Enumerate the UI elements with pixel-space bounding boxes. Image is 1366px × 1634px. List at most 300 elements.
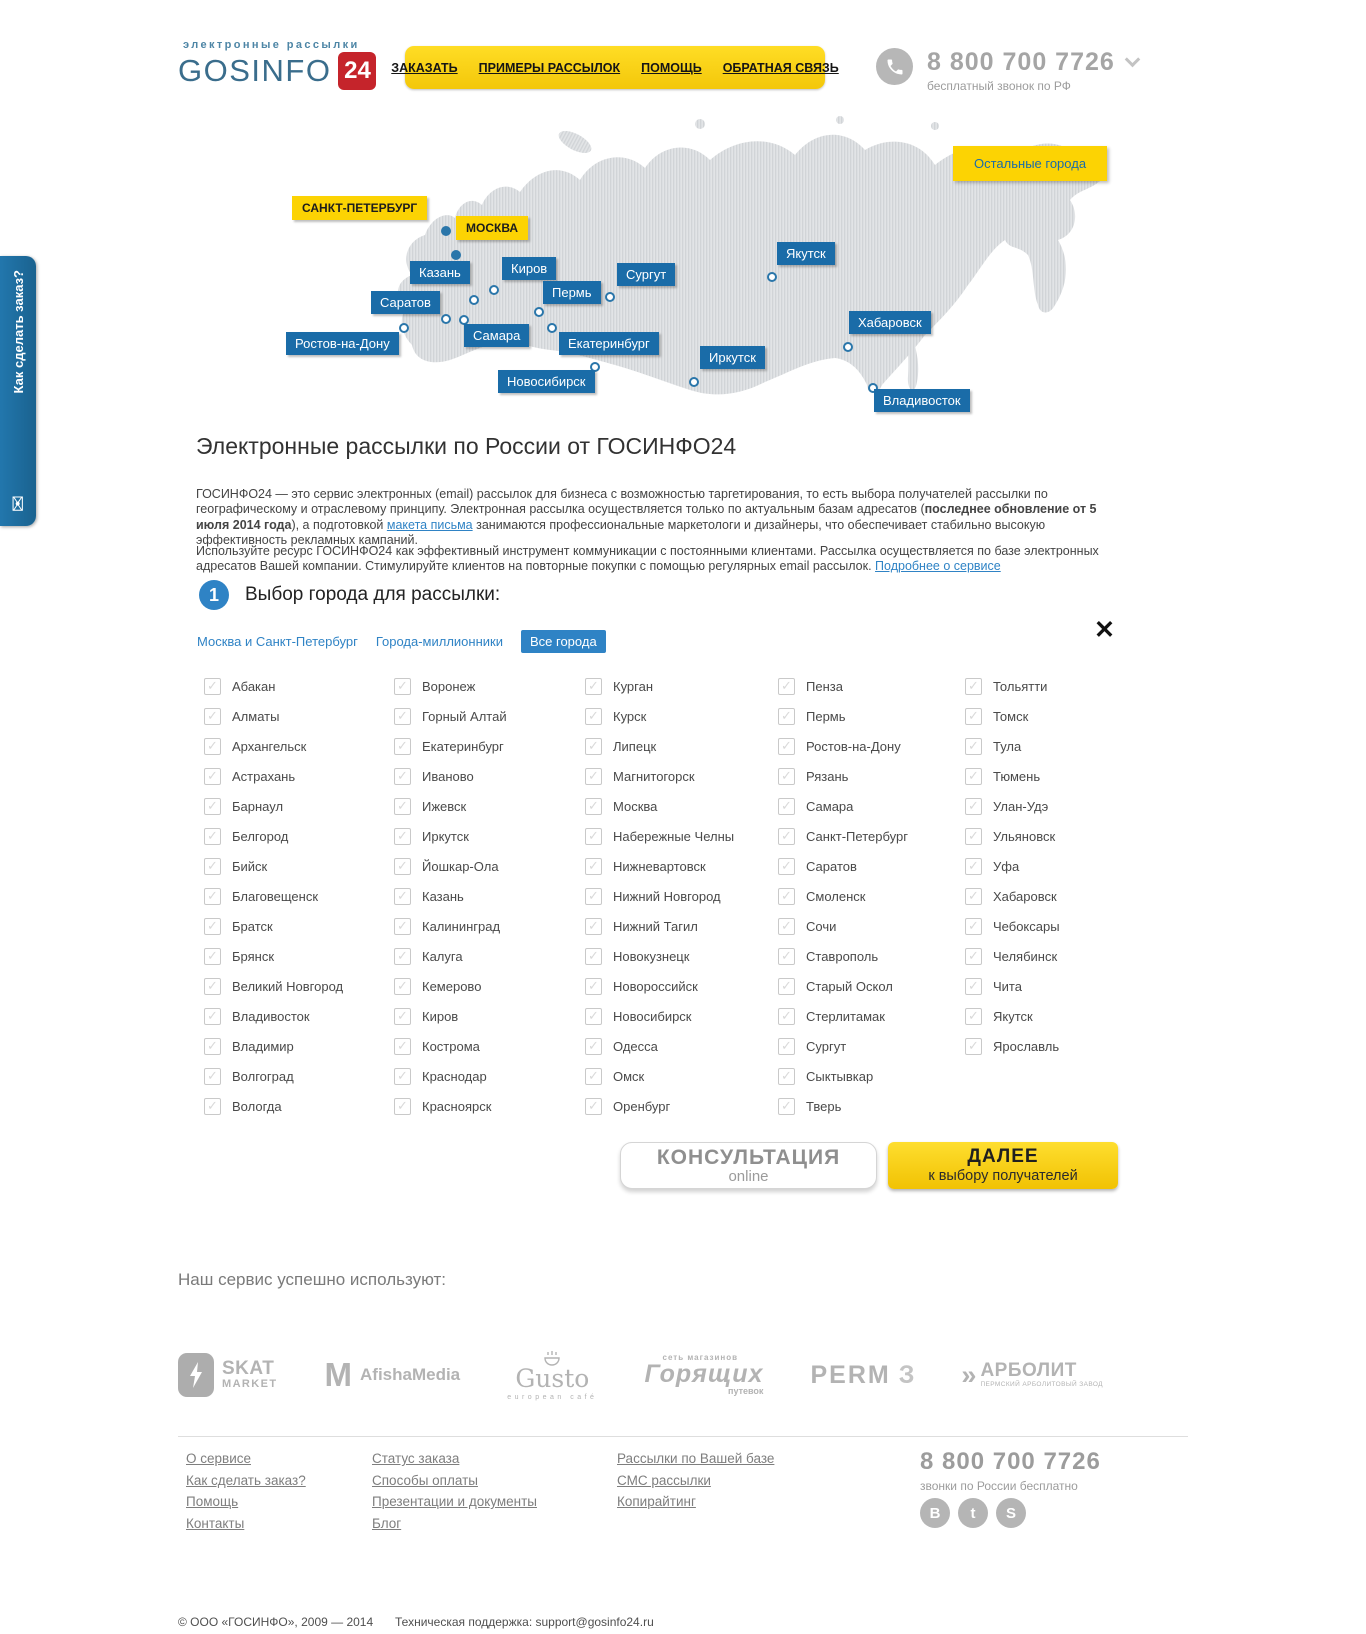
city-checkbox-row[interactable] [778, 1031, 964, 1061]
city-checkbox-row[interactable] [204, 941, 390, 971]
social-icons-row [920, 1498, 1026, 1528]
checkbox[interactable] [204, 888, 221, 905]
filter-tab[interactable]: Города-миллионники [375, 634, 503, 649]
checkbox[interactable] [965, 888, 982, 905]
city-checkbox-row[interactable] [965, 851, 1151, 881]
checkbox[interactable] [394, 888, 411, 905]
footer-link[interactable]: Рассылки по Вашей базе [617, 1451, 775, 1466]
city-checkbox-row[interactable] [585, 1091, 771, 1121]
map-city-label[interactable]: САНКТ-ПЕТЕРБУРГ [292, 196, 427, 220]
city-checkbox-row[interactable] [204, 1001, 390, 1031]
city-checkbox-row[interactable] [394, 911, 580, 941]
checkbox[interactable] [204, 1008, 221, 1025]
city-checkbox-row[interactable] [394, 881, 580, 911]
checkbox[interactable] [585, 828, 602, 845]
city-label: Волгоград [232, 1068, 294, 1084]
checkbox[interactable] [585, 678, 602, 695]
city-checkbox-row[interactable] [778, 791, 964, 821]
checkbox[interactable] [394, 978, 411, 995]
city-checkbox-row[interactable] [394, 1031, 580, 1061]
city-label: Липецк [613, 738, 657, 754]
perm-text: PERM [810, 1360, 891, 1389]
checkbox[interactable] [204, 948, 221, 965]
city-label: Ростов-на-Дону [806, 738, 901, 754]
checkbox[interactable] [394, 858, 411, 875]
footer-link[interactable]: Копирайтинг [617, 1494, 696, 1509]
skype-icon[interactable]: S [996, 1498, 1026, 1528]
city-checkbox-row[interactable] [204, 1031, 390, 1061]
inline-link[interactable]: макета письма [386, 517, 473, 532]
city-checkbox-row[interactable] [778, 821, 964, 851]
text-run: Используйте ресурс ГОСИНФО24 как эффективный инструмент коммуникации с постоянными клиентами. Рассылка осуществляется по базе электронных адресатов Вашей компании. Стимулируйте клиентов на повторные покупки с помощью регулярных email рассылок. [196, 543, 1099, 573]
city-label: Пермь [806, 708, 846, 724]
support-text: Техническая поддержка: support@gosinfo24.ru [395, 1615, 654, 1629]
city-checkbox-row[interactable] [394, 1001, 580, 1031]
checkbox[interactable] [778, 1008, 795, 1025]
city-checkbox-row[interactable] [585, 971, 771, 1001]
page-title: Электронные рассылки по России от ГОСИНФО24 [196, 433, 737, 459]
city-label: Воронеж [422, 678, 476, 694]
city-checkbox-row[interactable] [778, 1091, 964, 1121]
city-label: Барнаул [232, 798, 284, 814]
gusto-text: Gusto [515, 1363, 590, 1393]
city-checkbox-row[interactable] [204, 971, 390, 1001]
checkbox[interactable] [965, 798, 982, 815]
city-label: Тула [993, 738, 1022, 754]
checkbox[interactable] [394, 798, 411, 815]
filter-tab[interactable]: Москва и Санкт-Петербург [197, 634, 358, 649]
city-checkbox-row[interactable] [778, 971, 964, 1001]
city-label: Челябинск [993, 948, 1058, 964]
city-marker-dot [535, 308, 543, 316]
client-logo-arbolit [961, 1360, 1103, 1391]
city-label: Владимир [232, 1038, 294, 1054]
checkbox[interactable] [394, 1068, 411, 1085]
checkbox[interactable] [394, 1098, 411, 1115]
logo-tagline: электронные рассылки [183, 39, 360, 51]
map-city-label[interactable]: МОСКВА [456, 216, 528, 240]
client-logo-gusto [507, 1350, 597, 1401]
city-label: Пенза [806, 678, 843, 694]
city-checkbox-row[interactable] [585, 941, 771, 971]
checkbox[interactable] [585, 948, 602, 965]
city-checkbox-row[interactable] [204, 671, 390, 701]
city-checkbox-row[interactable] [778, 941, 964, 971]
text-run: занимаются профессиональные маркетологи и дизайнеры, что обеспечивает стабильно высокую эффективность рекламных кампаний. [196, 517, 1046, 547]
logo-text: GOSINFO [178, 53, 332, 88]
city-column [585, 671, 771, 1121]
city-checkbox-row[interactable] [965, 731, 1151, 761]
city-checkbox-row[interactable] [965, 1001, 1151, 1031]
city-checkbox-row[interactable] [965, 761, 1151, 791]
checkbox[interactable] [585, 858, 602, 875]
city-checkbox-row[interactable] [394, 671, 580, 701]
city-label: Екатеринбург [422, 738, 504, 754]
city-label: Иркутск [422, 828, 469, 844]
footer-column-2 [372, 1452, 537, 1530]
map-city-label[interactable]: Иркутск [700, 346, 765, 369]
footer-link[interactable]: СМС рассылки [617, 1472, 711, 1488]
site-logo[interactable] [178, 39, 376, 90]
city-checkbox-row[interactable] [394, 1061, 580, 1091]
city-column [204, 671, 390, 1121]
city-checkbox-row[interactable] [394, 791, 580, 821]
checkbox[interactable] [204, 768, 221, 785]
map-city-label[interactable]: Сургут [617, 263, 675, 286]
map-city-label[interactable]: Саратов [371, 291, 440, 314]
city-label: Саратов [806, 858, 857, 874]
city-checkbox-row[interactable] [965, 1031, 1151, 1061]
checkbox[interactable] [204, 1038, 221, 1055]
checkbox[interactable] [965, 858, 982, 875]
consultation-label: КОНСУЛЬТАЦИЯ [656, 1145, 841, 1169]
checkbox[interactable] [204, 708, 221, 725]
city-label: Иваново [422, 768, 474, 784]
city-label: Сочи [806, 918, 837, 934]
city-checkbox-row[interactable] [585, 671, 771, 701]
vk-icon[interactable]: B [920, 1498, 950, 1528]
checkbox[interactable] [778, 1068, 795, 1085]
intro-paragraph-1 [196, 487, 1121, 549]
city-checkbox-row[interactable] [204, 851, 390, 881]
city-checkbox-row[interactable] [204, 881, 390, 911]
city-marker-dot [442, 315, 450, 323]
checkbox[interactable] [585, 1098, 602, 1115]
footer-link[interactable]: Способы оплаты [372, 1472, 478, 1488]
city-label: Калининград [422, 918, 501, 934]
city-checkbox-row[interactable] [778, 881, 964, 911]
city-checkbox-row[interactable] [965, 671, 1151, 701]
checkbox[interactable] [965, 918, 982, 935]
checkbox[interactable] [204, 1098, 221, 1115]
city-checkbox-row[interactable] [394, 1091, 580, 1121]
filter-tab[interactable]: Все города [521, 630, 606, 653]
city-checkbox-row[interactable] [394, 851, 580, 881]
how-to-order-tab[interactable] [0, 256, 36, 526]
city-label: Сургут [806, 1038, 847, 1054]
client-logo-afisha-media [324, 1356, 461, 1394]
city-label: Горный Алтай [422, 708, 507, 724]
city-checkbox-row[interactable] [204, 761, 390, 791]
skat-text: SKAT [222, 1357, 275, 1379]
step1-number-badge: 1 [199, 580, 229, 610]
checkbox[interactable] [778, 798, 795, 815]
city-checkbox-row[interactable] [204, 701, 390, 731]
city-label: Тольятти [993, 678, 1048, 694]
city-label: Астрахань [232, 768, 296, 784]
city-label: Томск [993, 708, 1029, 724]
city-label: Белгород [232, 828, 289, 844]
city-label: Самара [806, 798, 854, 814]
city-label: Новокузнецк [613, 948, 690, 964]
twitter-icon[interactable]: t [958, 1498, 988, 1528]
footer-divider [178, 1436, 1188, 1437]
city-checkbox-row[interactable] [585, 1001, 771, 1031]
step1-header [199, 580, 500, 610]
city-label: Архангельск [232, 738, 307, 754]
footer-link[interactable]: Статус заказа [372, 1451, 460, 1466]
city-checkbox-row[interactable] [778, 851, 964, 881]
city-checkbox-row[interactable] [778, 911, 964, 941]
city-label: Старый Оскол [806, 978, 893, 994]
city-label: Стерлитамак [806, 1008, 885, 1024]
checkbox[interactable] [778, 978, 795, 995]
city-checkbox-row[interactable] [585, 791, 771, 821]
city-checkbox-row[interactable] [204, 1061, 390, 1091]
city-label: Кемерово [422, 978, 482, 994]
city-marker-dot [470, 296, 478, 304]
city-checkbox-row[interactable] [965, 821, 1151, 851]
chevrons-icon: » [961, 1359, 973, 1390]
city-checkbox-row[interactable] [778, 761, 964, 791]
checkbox[interactable] [394, 678, 411, 695]
checkbox[interactable] [585, 1038, 602, 1055]
checkbox[interactable] [778, 858, 795, 875]
consultation-sublabel: online [728, 1167, 769, 1185]
city-checkbox-row[interactable] [778, 1061, 964, 1091]
next-sublabel: к выбору получателей [928, 1168, 1078, 1185]
city-checkbox-row[interactable] [778, 701, 964, 731]
checkbox[interactable] [204, 858, 221, 875]
checkbox[interactable] [585, 768, 602, 785]
footer-phone-note: звонки по России бесплатно [920, 1479, 1078, 1493]
city-label: Казань [422, 888, 464, 904]
city-marker-dot [844, 343, 852, 351]
checkbox[interactable] [394, 828, 411, 845]
city-label: Вологда [232, 1098, 282, 1114]
city-filter-tabs [197, 630, 606, 653]
city-checkbox-row[interactable] [778, 731, 964, 761]
footer-link[interactable]: Контакты [186, 1515, 245, 1531]
checkbox[interactable] [394, 768, 411, 785]
city-checkbox-row[interactable] [394, 941, 580, 971]
checkbox[interactable] [204, 828, 221, 845]
city-checkbox-row[interactable] [585, 761, 771, 791]
city-checkbox-row[interactable] [204, 821, 390, 851]
footer-column-3 [617, 1452, 774, 1509]
city-checkbox-row[interactable] [585, 821, 771, 851]
checkbox[interactable] [778, 738, 795, 755]
client-logo-perm [810, 1361, 914, 1390]
city-label: Хабаровск [993, 888, 1057, 904]
checkbox[interactable] [778, 1038, 795, 1055]
checkbox[interactable] [394, 1008, 411, 1025]
arbolit-subtext: ПЕРМСКИЙ АРБОЛИТОВЫЙ ЗАВОД [980, 1381, 1103, 1389]
nav-link[interactable]: ОБРАТНАЯ СВЯЗЬ [722, 60, 839, 75]
client-logo-skat-market [178, 1353, 277, 1397]
checkbox[interactable] [965, 738, 982, 755]
map-city-label[interactable]: Владивосток [874, 389, 970, 412]
checkbox[interactable] [778, 828, 795, 845]
city-checkbox-row[interactable] [585, 851, 771, 881]
city-label: Великий Новгород [232, 978, 344, 994]
city-label: Уфа [993, 858, 1020, 874]
city-marker-dot [768, 273, 776, 281]
map-city-label[interactable]: Самара [464, 324, 529, 347]
city-label: Кострома [422, 1038, 480, 1054]
city-label: Владивосток [232, 1008, 310, 1024]
checkbox[interactable] [204, 678, 221, 695]
city-label: Курск [613, 708, 647, 724]
checkbox[interactable] [965, 948, 982, 965]
city-checkbox-row[interactable] [585, 1031, 771, 1061]
close-icon[interactable]: ✕ [1094, 616, 1115, 644]
city-checkbox-row[interactable] [394, 701, 580, 731]
footer-link[interactable]: Презентации и документы [372, 1494, 537, 1509]
city-checkbox-row[interactable] [965, 911, 1151, 941]
checkbox[interactable] [778, 918, 795, 935]
city-marker-dot [460, 316, 468, 324]
checkbox[interactable] [965, 1038, 982, 1055]
map-city-label[interactable]: Киров [502, 257, 556, 280]
map-city-label[interactable]: Ростов-на-Дону [286, 332, 399, 355]
checkbox[interactable] [585, 978, 602, 995]
city-checkbox-row[interactable] [965, 881, 1151, 911]
chevron-down-icon[interactable] [1125, 52, 1141, 68]
city-checkbox-row[interactable] [778, 671, 964, 701]
city-checkbox-row[interactable] [585, 731, 771, 761]
checkbox[interactable] [778, 948, 795, 965]
city-marker-dot [690, 378, 698, 386]
city-checkbox-row[interactable] [204, 911, 390, 941]
checkbox[interactable] [204, 918, 221, 935]
checkbox[interactable] [778, 678, 795, 695]
footer-link[interactable]: О сервисе [186, 1451, 251, 1466]
checkbox[interactable] [585, 708, 602, 725]
city-label: Набережные Челны [613, 828, 735, 844]
city-label: Новосибирск [613, 1008, 692, 1024]
city-label: Смоленск [806, 888, 866, 904]
checkbox[interactable] [585, 738, 602, 755]
city-label: Нижний Новгород [613, 888, 721, 904]
phone-block [876, 48, 1138, 93]
checkbox[interactable] [965, 678, 982, 695]
checkbox[interactable] [394, 1038, 411, 1055]
checkbox[interactable] [965, 708, 982, 725]
footer-link[interactable]: Как сделать заказ? [186, 1472, 306, 1488]
phone-number: 8 800 700 7726 [927, 48, 1115, 76]
city-marker-dot [451, 250, 461, 260]
checkbox[interactable] [965, 978, 982, 995]
city-column [965, 671, 1151, 1061]
footer-link[interactable]: Помощь [186, 1494, 239, 1509]
nav-link[interactable]: ПОМОЩЬ [641, 60, 702, 75]
checkbox[interactable] [778, 768, 795, 785]
city-checkbox-row[interactable] [965, 791, 1151, 821]
gor-text: Горящих [644, 1360, 764, 1388]
city-label: Одесса [613, 1038, 658, 1054]
city-label: Улан-Удэ [993, 798, 1049, 814]
city-checkbox-row[interactable] [394, 731, 580, 761]
city-label: Ижевск [422, 798, 467, 814]
map-city-label[interactable]: Пермь [543, 281, 601, 304]
client-logo-goryashchih [645, 1354, 764, 1396]
checkbox[interactable] [394, 738, 411, 755]
nav-link[interactable]: ЗАКАЗАТЬ [391, 60, 458, 75]
logo-badge-24: 24 [338, 52, 376, 90]
city-checkbox-row[interactable] [585, 881, 771, 911]
city-marker-dot [400, 324, 408, 332]
city-label: Сыктывкар [806, 1068, 874, 1084]
checkbox[interactable] [204, 1068, 221, 1085]
city-checkbox-row[interactable] [394, 821, 580, 851]
checkbox[interactable] [585, 918, 602, 935]
checkbox[interactable] [394, 708, 411, 725]
inline-link[interactable]: Подробнее о сервисе [875, 559, 1001, 573]
next-label: ДАЛЕЕ [967, 1146, 1039, 1168]
city-checkbox-row[interactable] [965, 971, 1151, 1001]
city-checkbox-row[interactable] [965, 941, 1151, 971]
nav-link[interactable]: ПРИМЕРЫ РАССЫЛОК [478, 60, 621, 75]
city-label: Курган [613, 678, 654, 694]
city-checkbox-row[interactable] [204, 731, 390, 761]
city-label: Красноярск [422, 1098, 492, 1114]
checkbox[interactable] [778, 1098, 795, 1115]
checkbox[interactable] [204, 738, 221, 755]
city-label: Тверь [806, 1098, 842, 1114]
city-checkbox-row[interactable] [778, 1001, 964, 1031]
consultation-button[interactable] [620, 1142, 877, 1189]
city-checkbox-row[interactable] [394, 971, 580, 1001]
checkbox[interactable] [204, 798, 221, 815]
checkbox[interactable] [778, 708, 795, 725]
city-label: Рязань [806, 768, 849, 784]
city-checkbox-row[interactable] [585, 701, 771, 731]
map-city-label[interactable]: Хабаровск [849, 311, 931, 334]
checkbox[interactable] [394, 918, 411, 935]
checkbox[interactable] [585, 888, 602, 905]
lightning-icon [178, 1353, 214, 1397]
city-checkbox-row[interactable] [965, 701, 1151, 731]
city-column [394, 671, 580, 1121]
city-checkbox-row[interactable] [204, 791, 390, 821]
how-to-order-label: Как сделать заказ? [10, 270, 26, 394]
city-label: Омск [613, 1068, 645, 1084]
checkbox[interactable] [965, 828, 982, 845]
city-label: Москва [613, 798, 658, 814]
city-checkbox-row[interactable] [394, 761, 580, 791]
checkbox[interactable] [204, 978, 221, 995]
city-label: Йошкар-Ола [422, 858, 499, 874]
city-label: Новороссийск [613, 978, 698, 994]
city-marker-dot [441, 226, 451, 236]
next-button[interactable] [888, 1142, 1118, 1189]
city-checkbox-row[interactable] [585, 911, 771, 941]
checkbox[interactable] [778, 888, 795, 905]
map-city-label[interactable]: Казань [410, 261, 470, 284]
checkbox[interactable] [585, 1008, 602, 1025]
footer-phone-number: 8 800 700 7726 [920, 1448, 1101, 1475]
city-checkbox-row[interactable] [204, 1091, 390, 1121]
intro-paragraph-2 [196, 544, 1121, 575]
bold-run: последнее обновление от 5 июля 2014 года [196, 502, 1097, 532]
checkbox[interactable] [965, 1008, 982, 1025]
footer-link[interactable]: Блог [372, 1515, 402, 1531]
city-checkbox-row[interactable] [585, 1061, 771, 1091]
gor-subtext: путевок [728, 1386, 764, 1396]
city-column [778, 671, 964, 1121]
checkbox[interactable] [394, 948, 411, 965]
checkbox[interactable] [585, 1068, 602, 1085]
checkbox[interactable] [965, 768, 982, 785]
map-city-label[interactable]: Екатеринбург [559, 332, 659, 355]
other-cities-button[interactable]: Остальные города [953, 146, 1107, 181]
envelope-icon: ✉ [7, 495, 30, 512]
checkbox[interactable] [585, 798, 602, 815]
map-city-label[interactable]: Новосибирск [498, 370, 595, 393]
skat-subtext: MARKET [222, 1377, 278, 1390]
map-city-label[interactable]: Якутск [777, 242, 835, 265]
